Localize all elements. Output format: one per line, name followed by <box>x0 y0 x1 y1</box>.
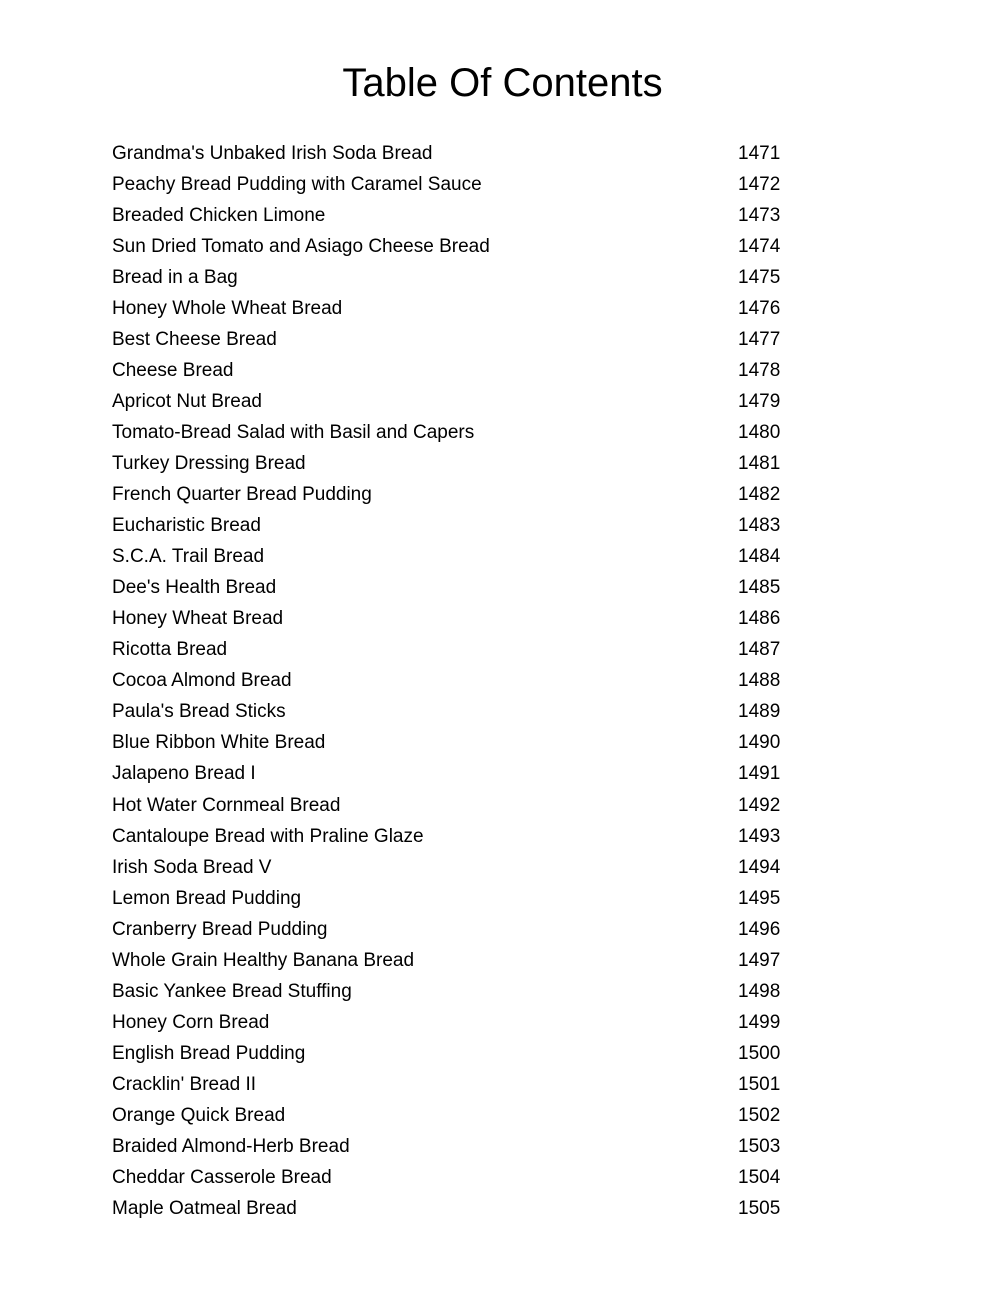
entry-title: Irish Soda Bread V <box>112 856 272 878</box>
entry-title: Orange Quick Bread <box>112 1104 286 1126</box>
toc-entry <box>112 1163 792 1194</box>
toc-entry <box>112 635 792 666</box>
entry-title: Cheddar Casserole Bread <box>112 1167 332 1189</box>
entry-page-number: 1502 <box>738 1104 781 1126</box>
entry-page-number: 1505 <box>738 1198 781 1220</box>
entry-page-number: 1494 <box>738 856 781 878</box>
toc-list <box>112 138 792 1225</box>
entry-title: Braided Almond-Herb Bread <box>112 1136 350 1158</box>
toc-entry <box>112 1007 792 1038</box>
entry-page-number: 1474 <box>738 235 781 257</box>
entry-page-number: 1493 <box>738 825 781 847</box>
toc-entry <box>112 293 792 324</box>
entry-page-number: 1500 <box>738 1042 781 1064</box>
toc-entry <box>112 417 792 448</box>
toc-entry <box>112 759 792 790</box>
entry-page-number: 1471 <box>738 142 781 164</box>
entry-page-number: 1491 <box>738 763 781 785</box>
toc-entry <box>112 697 792 728</box>
entry-title: Apricot Nut Bread <box>112 390 262 412</box>
page-title: Table Of Contents <box>342 61 663 105</box>
entry-title: English Bread Pudding <box>112 1042 306 1064</box>
entry-page-number: 1492 <box>738 794 781 816</box>
entry-title: Tomato-Bread Salad with Basil and Capers <box>112 421 475 443</box>
entry-title: Cranberry Bread Pudding <box>112 918 328 940</box>
entry-title: Dee's Health Bread <box>112 577 277 599</box>
entry-page-number: 1472 <box>738 173 781 195</box>
entry-title: Hot Water Cornmeal Bread <box>112 794 341 816</box>
entry-page-number: 1478 <box>738 359 781 381</box>
entry-page-number: 1499 <box>738 1011 781 1033</box>
entry-page-number: 1498 <box>738 980 781 1002</box>
entry-page-number: 1480 <box>738 421 781 443</box>
toc-entry <box>112 821 792 852</box>
entry-page-number: 1473 <box>738 204 781 226</box>
toc-entry <box>112 200 792 231</box>
toc-entry <box>112 355 792 386</box>
entry-page-number: 1503 <box>738 1136 781 1158</box>
toc-entry <box>112 945 792 976</box>
entry-page-number: 1489 <box>738 701 781 723</box>
toc-entry <box>112 666 792 697</box>
toc-entry <box>112 883 792 914</box>
entry-title: Honey Corn Bread <box>112 1011 270 1033</box>
toc-entry <box>112 604 792 635</box>
entry-title: Basic Yankee Bread Stuffing <box>112 980 352 1002</box>
toc-entry <box>112 914 792 945</box>
entry-page-number: 1488 <box>738 670 781 692</box>
entry-page-number: 1483 <box>738 515 781 537</box>
toc-entry <box>112 386 792 417</box>
entry-title: Grandma's Unbaked Irish Soda Bread <box>112 142 433 164</box>
entry-title: Best Cheese Bread <box>112 328 277 350</box>
entry-page-number: 1481 <box>738 452 781 474</box>
entry-page-number: 1475 <box>738 266 781 288</box>
entry-title: Honey Whole Wheat Bread <box>112 297 343 319</box>
entry-title: Cantaloupe Bread with Praline Glaze <box>112 825 424 847</box>
entry-page-number: 1496 <box>738 918 781 940</box>
entry-title: Turkey Dressing Bread <box>112 452 306 474</box>
entry-title: Eucharistic Bread <box>112 515 261 537</box>
toc-entry <box>112 169 792 200</box>
entry-page-number: 1501 <box>738 1073 781 1095</box>
entry-title: S.C.A. Trail Bread <box>112 546 265 568</box>
entry-title: Whole Grain Healthy Banana Bread <box>112 949 415 971</box>
entry-page-number: 1490 <box>738 732 781 754</box>
entry-page-number: 1485 <box>738 577 781 599</box>
toc-entry <box>112 448 792 479</box>
entry-title: Blue Ribbon White Bread <box>112 732 326 754</box>
toc-entry <box>112 231 792 262</box>
toc-entry <box>112 976 792 1007</box>
entry-title: Peachy Bread Pudding with Caramel Sauce <box>112 173 482 195</box>
toc-entry <box>112 542 792 573</box>
entry-page-number: 1486 <box>738 608 781 630</box>
toc-entry <box>112 324 792 355</box>
entry-page-number: 1497 <box>738 949 781 971</box>
toc-entry <box>112 511 792 542</box>
entry-title: Honey Wheat Bread <box>112 608 284 630</box>
entry-page-number: 1504 <box>738 1167 781 1189</box>
entry-title: Lemon Bread Pudding <box>112 887 302 909</box>
toc-entry <box>112 1038 792 1069</box>
toc-entry <box>112 262 792 293</box>
entry-page-number: 1495 <box>738 887 781 909</box>
entry-page-number: 1487 <box>738 639 781 661</box>
toc-entry <box>112 138 792 169</box>
entry-title: Bread in a Bag <box>112 266 238 288</box>
toc-entry <box>112 728 792 759</box>
entry-title: Maple Oatmeal Bread <box>112 1198 297 1220</box>
toc-entry <box>112 480 792 511</box>
entry-title: Cheese Bread <box>112 359 234 381</box>
toc-entry <box>112 1132 792 1163</box>
entry-page-number: 1479 <box>738 390 781 412</box>
entry-page-number: 1477 <box>738 328 781 350</box>
toc-entry <box>112 1100 792 1131</box>
entry-title: Cocoa Almond Bread <box>112 670 292 692</box>
entry-page-number: 1484 <box>738 546 781 568</box>
entry-page-number: 1476 <box>738 297 781 319</box>
entry-title: Breaded Chicken Limone <box>112 204 326 226</box>
entry-page-number: 1482 <box>738 484 781 506</box>
toc-entry <box>112 573 792 604</box>
entry-title: Cracklin' Bread II <box>112 1073 257 1095</box>
entry-title: Paula's Bread Sticks <box>112 701 286 723</box>
entry-title: Ricotta Bread <box>112 639 228 661</box>
toc-entry <box>112 852 792 883</box>
entry-title: French Quarter Bread Pudding <box>112 484 372 506</box>
entry-title: Sun Dried Tomato and Asiago Cheese Bread <box>112 235 490 257</box>
toc-entry <box>112 1194 792 1225</box>
toc-entry <box>112 1069 792 1100</box>
toc-entry <box>112 790 792 821</box>
entry-title: Jalapeno Bread I <box>112 763 256 785</box>
